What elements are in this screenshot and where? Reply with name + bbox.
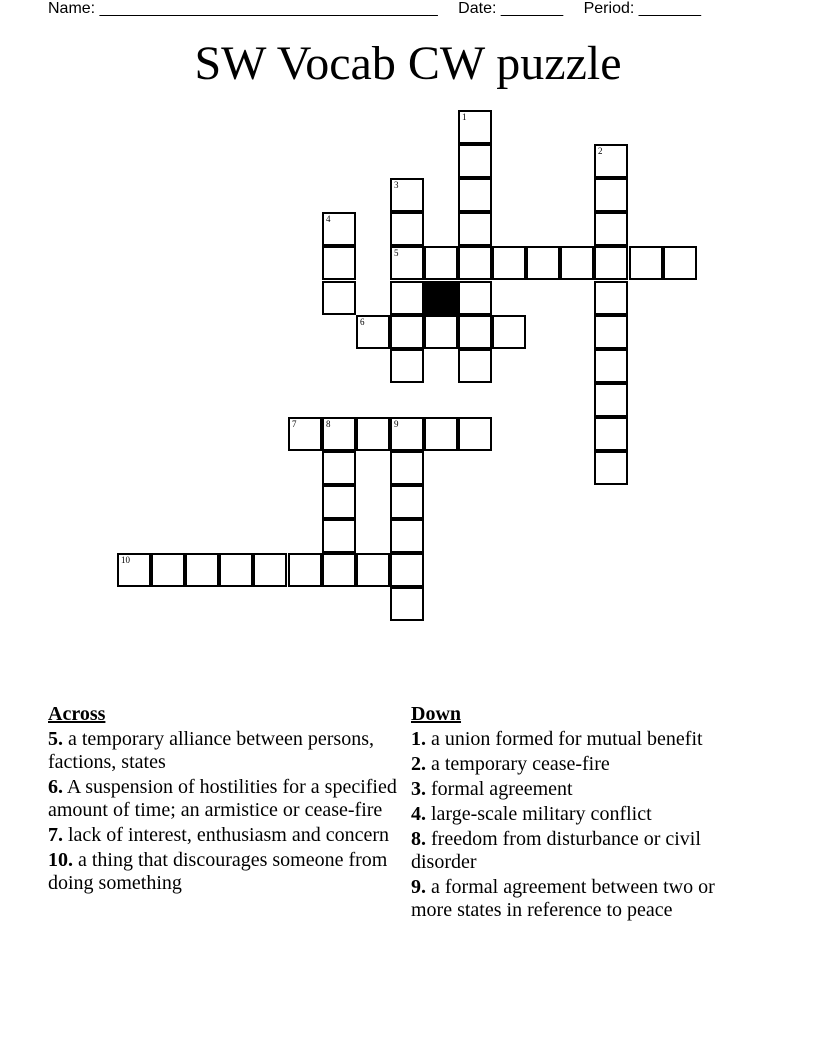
grid-cell[interactable] bbox=[560, 246, 594, 280]
clue-number: 9. bbox=[411, 876, 426, 898]
clue-down-8 bbox=[411, 828, 751, 874]
cell-number: 7 bbox=[292, 419, 297, 429]
grid-cell[interactable] bbox=[594, 281, 628, 315]
grid-cell[interactable] bbox=[663, 246, 697, 280]
cell-number: 9 bbox=[394, 419, 399, 429]
clue-number: 1. bbox=[411, 728, 426, 750]
cell-number: 8 bbox=[326, 419, 331, 429]
grid-cell[interactable] bbox=[322, 553, 356, 587]
grid-cell[interactable] bbox=[117, 553, 151, 587]
clue-down-3 bbox=[411, 778, 751, 801]
grid-cell[interactable] bbox=[390, 315, 424, 349]
clue-number: 10. bbox=[48, 849, 73, 871]
grid-cell[interactable] bbox=[458, 178, 492, 212]
grid-cell[interactable] bbox=[219, 553, 253, 587]
grid-cell[interactable] bbox=[322, 519, 356, 553]
clue-text: a temporary alliance between persons, factions, states bbox=[48, 728, 374, 773]
grid-cell[interactable] bbox=[322, 485, 356, 519]
clue-across-7 bbox=[48, 824, 403, 847]
grid-cell[interactable] bbox=[492, 315, 526, 349]
grid-cell[interactable] bbox=[322, 212, 356, 246]
grid-cell[interactable] bbox=[526, 246, 560, 280]
across-heading: Across bbox=[48, 703, 106, 725]
page-title: SW Vocab CW puzzle bbox=[194, 37, 622, 90]
grid-cell[interactable] bbox=[185, 553, 219, 587]
grid-cell[interactable] bbox=[390, 417, 424, 451]
cell-number: 2 bbox=[598, 146, 603, 156]
clue-text: a formal agreement between two or more states in reference to peace bbox=[411, 876, 715, 921]
clue-number: 2. bbox=[411, 753, 426, 775]
grid-cell[interactable] bbox=[390, 587, 424, 621]
grid-cell[interactable] bbox=[458, 246, 492, 280]
clue-down-1 bbox=[411, 728, 751, 751]
grid-cell[interactable] bbox=[594, 451, 628, 485]
grid-cell[interactable] bbox=[288, 417, 322, 451]
grid-cell[interactable] bbox=[390, 281, 424, 315]
grid-cell[interactable] bbox=[594, 178, 628, 212]
period-field: Period: _______ bbox=[583, 0, 702, 17]
clue-text: freedom from disturbance or civil disorder bbox=[411, 828, 701, 873]
grid-cell[interactable] bbox=[322, 281, 356, 315]
grid-cell[interactable] bbox=[458, 212, 492, 246]
clue-text: formal agreement bbox=[426, 778, 573, 800]
clue-number: 4. bbox=[411, 803, 426, 825]
cell-number: 4 bbox=[326, 214, 331, 224]
clue-across-10 bbox=[48, 849, 403, 895]
date-field: Date: _______ bbox=[458, 0, 564, 17]
grid-cell[interactable] bbox=[288, 553, 322, 587]
grid-cell[interactable] bbox=[322, 451, 356, 485]
grid-cell[interactable] bbox=[356, 553, 390, 587]
clue-text: a temporary cease-fire bbox=[426, 753, 610, 775]
cell-number: 1 bbox=[462, 112, 467, 122]
clue-number: 6. bbox=[48, 776, 63, 798]
grid-cell[interactable] bbox=[390, 246, 424, 280]
grid-cell[interactable] bbox=[458, 281, 492, 315]
grid-cell[interactable] bbox=[458, 417, 492, 451]
clue-down-4 bbox=[411, 803, 751, 826]
grid-cell[interactable] bbox=[253, 553, 287, 587]
cell-number: 5 bbox=[394, 248, 399, 258]
grid-cell[interactable] bbox=[594, 349, 628, 383]
grid-cell[interactable] bbox=[390, 212, 424, 246]
clue-text: A suspension of hostilities for a specified amount of time; an armistice or cease-fire bbox=[48, 776, 397, 821]
cell-number: 3 bbox=[394, 180, 399, 190]
grid-cell[interactable] bbox=[390, 451, 424, 485]
grid-cell[interactable] bbox=[458, 110, 492, 144]
clue-text: lack of interest, enthusiasm and concern bbox=[63, 824, 389, 846]
grid-cell[interactable] bbox=[594, 383, 628, 417]
grid-cell[interactable] bbox=[322, 246, 356, 280]
grid-block-cell bbox=[424, 281, 458, 315]
grid-cell[interactable] bbox=[151, 553, 185, 587]
name-field: Name: ______________________________________ bbox=[48, 0, 438, 17]
grid-cell[interactable] bbox=[356, 417, 390, 451]
down-heading: Down bbox=[411, 703, 462, 725]
grid-cell[interactable] bbox=[629, 246, 663, 280]
cell-number: 6 bbox=[360, 317, 365, 327]
grid-cell[interactable] bbox=[594, 144, 628, 178]
grid-cell[interactable] bbox=[390, 553, 424, 587]
clue-text: a thing that discourages someone from doing something bbox=[48, 849, 388, 894]
grid-cell[interactable] bbox=[424, 417, 458, 451]
grid-cell[interactable] bbox=[390, 349, 424, 383]
across-clues bbox=[48, 702, 403, 897]
grid-cell[interactable] bbox=[594, 246, 628, 280]
grid-cell[interactable] bbox=[424, 315, 458, 349]
grid-cell[interactable] bbox=[458, 144, 492, 178]
clue-number: 5. bbox=[48, 728, 63, 750]
clue-text: large-scale military conflict bbox=[426, 803, 652, 825]
grid-cell[interactable] bbox=[594, 417, 628, 451]
grid-cell[interactable] bbox=[424, 246, 458, 280]
clue-down-2 bbox=[411, 753, 751, 776]
grid-cell[interactable] bbox=[594, 315, 628, 349]
clue-across-5 bbox=[48, 728, 403, 774]
down-clues bbox=[411, 702, 751, 924]
clue-number: 7. bbox=[48, 824, 63, 846]
clue-number: 8. bbox=[411, 828, 426, 850]
grid-cell[interactable] bbox=[390, 178, 424, 212]
grid-cell[interactable] bbox=[458, 315, 492, 349]
cell-number: 10 bbox=[121, 555, 130, 565]
grid-cell[interactable] bbox=[390, 519, 424, 553]
grid-cell[interactable] bbox=[322, 417, 356, 451]
grid-cell[interactable] bbox=[594, 212, 628, 246]
clue-across-6 bbox=[48, 776, 403, 822]
clue-number: 3. bbox=[411, 778, 426, 800]
grid-cell[interactable] bbox=[492, 246, 526, 280]
clue-text: a union formed for mutual benefit bbox=[426, 728, 703, 750]
clue-down-9 bbox=[411, 876, 751, 922]
grid-cell[interactable] bbox=[458, 349, 492, 383]
grid-cell[interactable] bbox=[356, 315, 390, 349]
grid-cell[interactable] bbox=[390, 485, 424, 519]
